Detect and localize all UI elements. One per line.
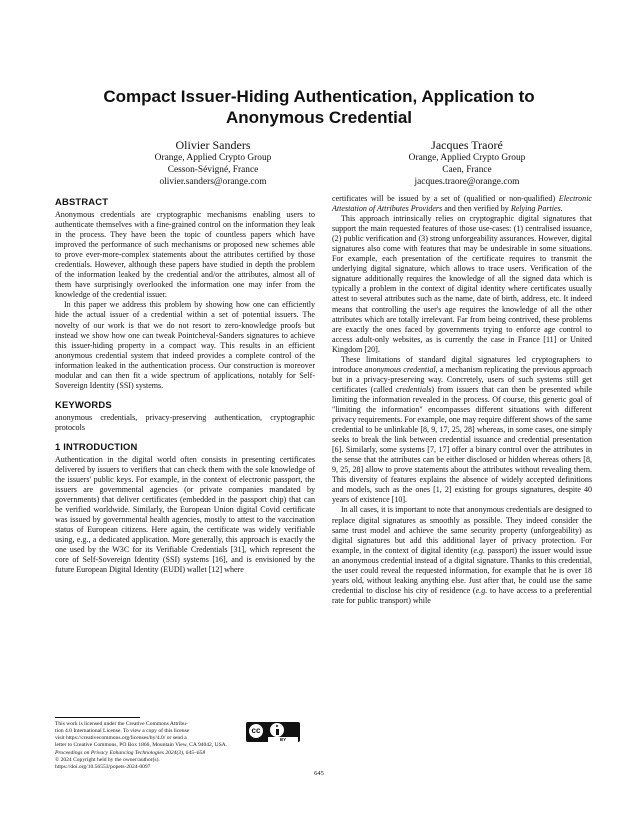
italic-term: e.g.: [473, 545, 485, 555]
author-email[interactable]: olivier.sanders@orange.com: [159, 177, 267, 188]
license-line: tion 4.0 International License. To view a copy of this license: [55, 728, 190, 735]
author-email[interactable]: jacques.traore@orange.com: [414, 177, 520, 188]
text-run: ) from issuers that can then be presented while limiting the information revealed in the process. Of course, this generic goal of "limiting the information" encompasses different situations with different privacy requirements. For example, one may require different shows of the same credential to be unlinkable [8, 9, 17, 25, 28] whereas, in some cases, one simply seeks to break the link between credential issuance and credential presentation [6]. Similarly, some systems [7, 17] offer a binary control over the attributes in the sense that the attributes can be either disclosed or hidden whereas others [8, 9, 25, 28] allow to prove statements about the attributes without revealing them. This diversity of features explains the absence of widely accepted definitions and models, such as the ones [1, 2] existing for groups signatures, despite 40 years of existence [10].: [332, 384, 592, 505]
right-column: [332, 194, 592, 606]
author-location: Caen, France: [442, 165, 492, 176]
text-run: and then verified by: [442, 204, 511, 214]
italic-term: credentials: [395, 384, 432, 394]
text-run: In all cases, it is important to note that anonymous credentials are designed to replace digital signatures as smoothly as possible. They indeed consider the same trust model and achieve the same security property (unforgeability) as digital signatures but add this additional layer of privacy protection. For example, in the context of digital identity (: [332, 505, 592, 555]
creative-commons-badge[interactable]: [246, 722, 300, 742]
license-link-line[interactable]: visit https://creativecommons.org/licenses/by/4.0/ or send a: [55, 735, 187, 742]
italic-term: e.g.: [475, 585, 488, 595]
introduction-heading: 1 INTRODUCTION: [55, 440, 138, 452]
right-paragraph-3: [332, 505, 592, 605]
text-run: .: [560, 204, 563, 214]
text-run: These limitations of standard digital signatures led cryptographers to introduce: [332, 354, 592, 374]
paper-title-line2: Anonymous Credential: [225, 108, 413, 127]
abstract-paragraph-1: Anonymous credentials are cryptographic mechanisms enabling users to authenticate themselves with a fine-grained control on the information they leak in the process. They have been the topic of countless papers which have improved the performance of such mechanisms or proposed new schemes able to prove ever-more-complex statements about the attributes certified by those credentials. However, although these papers have studied in depth the problem of the information leaked by the credential and/or the attributes, almost all of them have surprisingly overlooked the information one may infer from the knowledge of the credential issuer.: [55, 210, 315, 300]
paper-title-line1: Compact Issuer-Hiding Authentication, Application to: [103, 87, 535, 106]
abstract-paragraph-2: In this paper we address this problem by showing how one can efficiently hide the actual issuer of a credential within a set of potential issuers. The novelty of our work is that we do not resort to zero-knowledge proofs but instead we show how one can tweak Pointcheval-Sanders signatures to achieve this issuer-hiding property in a compact way. This results in an efficient anonymous credential system that indeed provides a complete control of the information leaked in the authentication process. Our construction is moreover modular and can then fit a wide spectrum of applications, notably for Self-Sovereign Identity (SSI) systems.: [55, 300, 315, 390]
text-run: to have access to a preferential rate for public transport) while: [332, 585, 592, 605]
footnote-divider: [55, 717, 140, 718]
keywords-text: anonymous credentials, privacy-preserving authentication, cryptographic protocols: [55, 412, 315, 432]
author-affiliation: Orange, Applied Crypto Group: [154, 153, 272, 163]
author-block-1: [113, 138, 313, 189]
left-column: [55, 196, 315, 576]
right-paragraph-0: [332, 194, 592, 214]
by-label: BY: [268, 737, 298, 742]
author-name: Olivier Sanders: [175, 138, 251, 152]
author-name: Jacques Traoré: [431, 138, 503, 152]
cc-icon: cc: [249, 724, 263, 738]
keywords-heading: KEYWORDS: [55, 398, 112, 410]
italic-term: Relying Parties: [510, 204, 561, 214]
right-paragraph-2: [332, 355, 592, 506]
proceedings-line: Proceedings on Privacy Enhancing Technologies 2024(3), 645–658: [55, 749, 206, 756]
paper-title: [40, 86, 598, 128]
author-location: Cesson-Sévigné, France: [167, 165, 259, 176]
text-run: passport) the issuer would issue an anonymous credential instead of a digital signature. Thanks to this credential, the user could reveal the requested information, for example that he is over 18 years old, without leaking anything else. Just after that, he could use the same credential to disclose his city of residence (: [332, 545, 593, 595]
italic-term: anonymous credential: [364, 364, 436, 374]
copyright-line: © 2024 Copyright held by the owner/author(s).: [55, 756, 160, 763]
abstract-heading: ABSTRACT: [55, 196, 109, 207]
intro-paragraph-1: Authentication in the digital world often consists in presenting certificates delivered by issuers to verifiers that can check them with the sole knowledge of the issuers' public keys. For example, in the context of electronic passport, the issuers are governmental agencies (or private companies mandated by governments) that deliver certificates (embedded in the passport chip) that can be verified worldwide. Similarly, the European Union digital Covid certificate was issued by governmental health agencies, mostly to attest to the vaccination status of European citizens. Here again, the certificate was widely verifiable using, e.g., a dedicated application. More generally, this approach is exactly the one used by the W3C for its Verifiable Credentials [31], which represent the core of Self-Sovereign Identity (SSI) systems [16], and is envisioned by the future European Digital Identity (EUDI) wallet [12] where: [55, 454, 315, 575]
author-affiliation: Orange, Applied Crypto Group: [408, 153, 526, 163]
doi-link[interactable]: https://doi.org/10.56553/popets-2024-0097: [55, 763, 151, 770]
right-paragraph-1: This approach intrinsically relies on cryptographic digital signatures that support the main requested features of those use-cases: (1) centralised issuance, (2) public verification and (3) strong unforgeability assurances. However, digital signatures also come with features that may be undesirable in some situations. For example, each presentation of the certificate requires to transmit the underlying digital signature, which allows to trace users. Verification of the signature additionally requires the knowledge of all the signed data which is typically a problem in the context of digital identity where certificates usually attest to several attributes such as the name, date of birth, address, etc. It indeed means that controlling the user's age requires the knowledge of all the other attributes which are totally irrelevant. Far from being contrived, these problems are exactly the ones faced by governments trying to enforce age control to access adult-only websites, as is currently the case in France [11] or United Kingdom [20].: [332, 214, 592, 354]
license-line: This work is licensed under the Creative Commons Attribu-: [55, 721, 188, 727]
page-number: 645: [314, 770, 324, 777]
text-run: , a mechanism replicating the previous approach but in a privacy-preserving way. Concretely, users of such systems still get certificates (called: [332, 364, 592, 394]
author-block-2: [367, 138, 567, 189]
text-run: certificates will be issued by a set of (qualified or non-qualified): [332, 194, 559, 203]
attribution-person-icon: [270, 723, 284, 737]
license-line: letter to Creative Commons, PO Box 1866, Mountain View, CA 94042, USA.: [55, 742, 228, 749]
italic-term: Electronic Attestation of Attributes Providers: [332, 194, 592, 214]
